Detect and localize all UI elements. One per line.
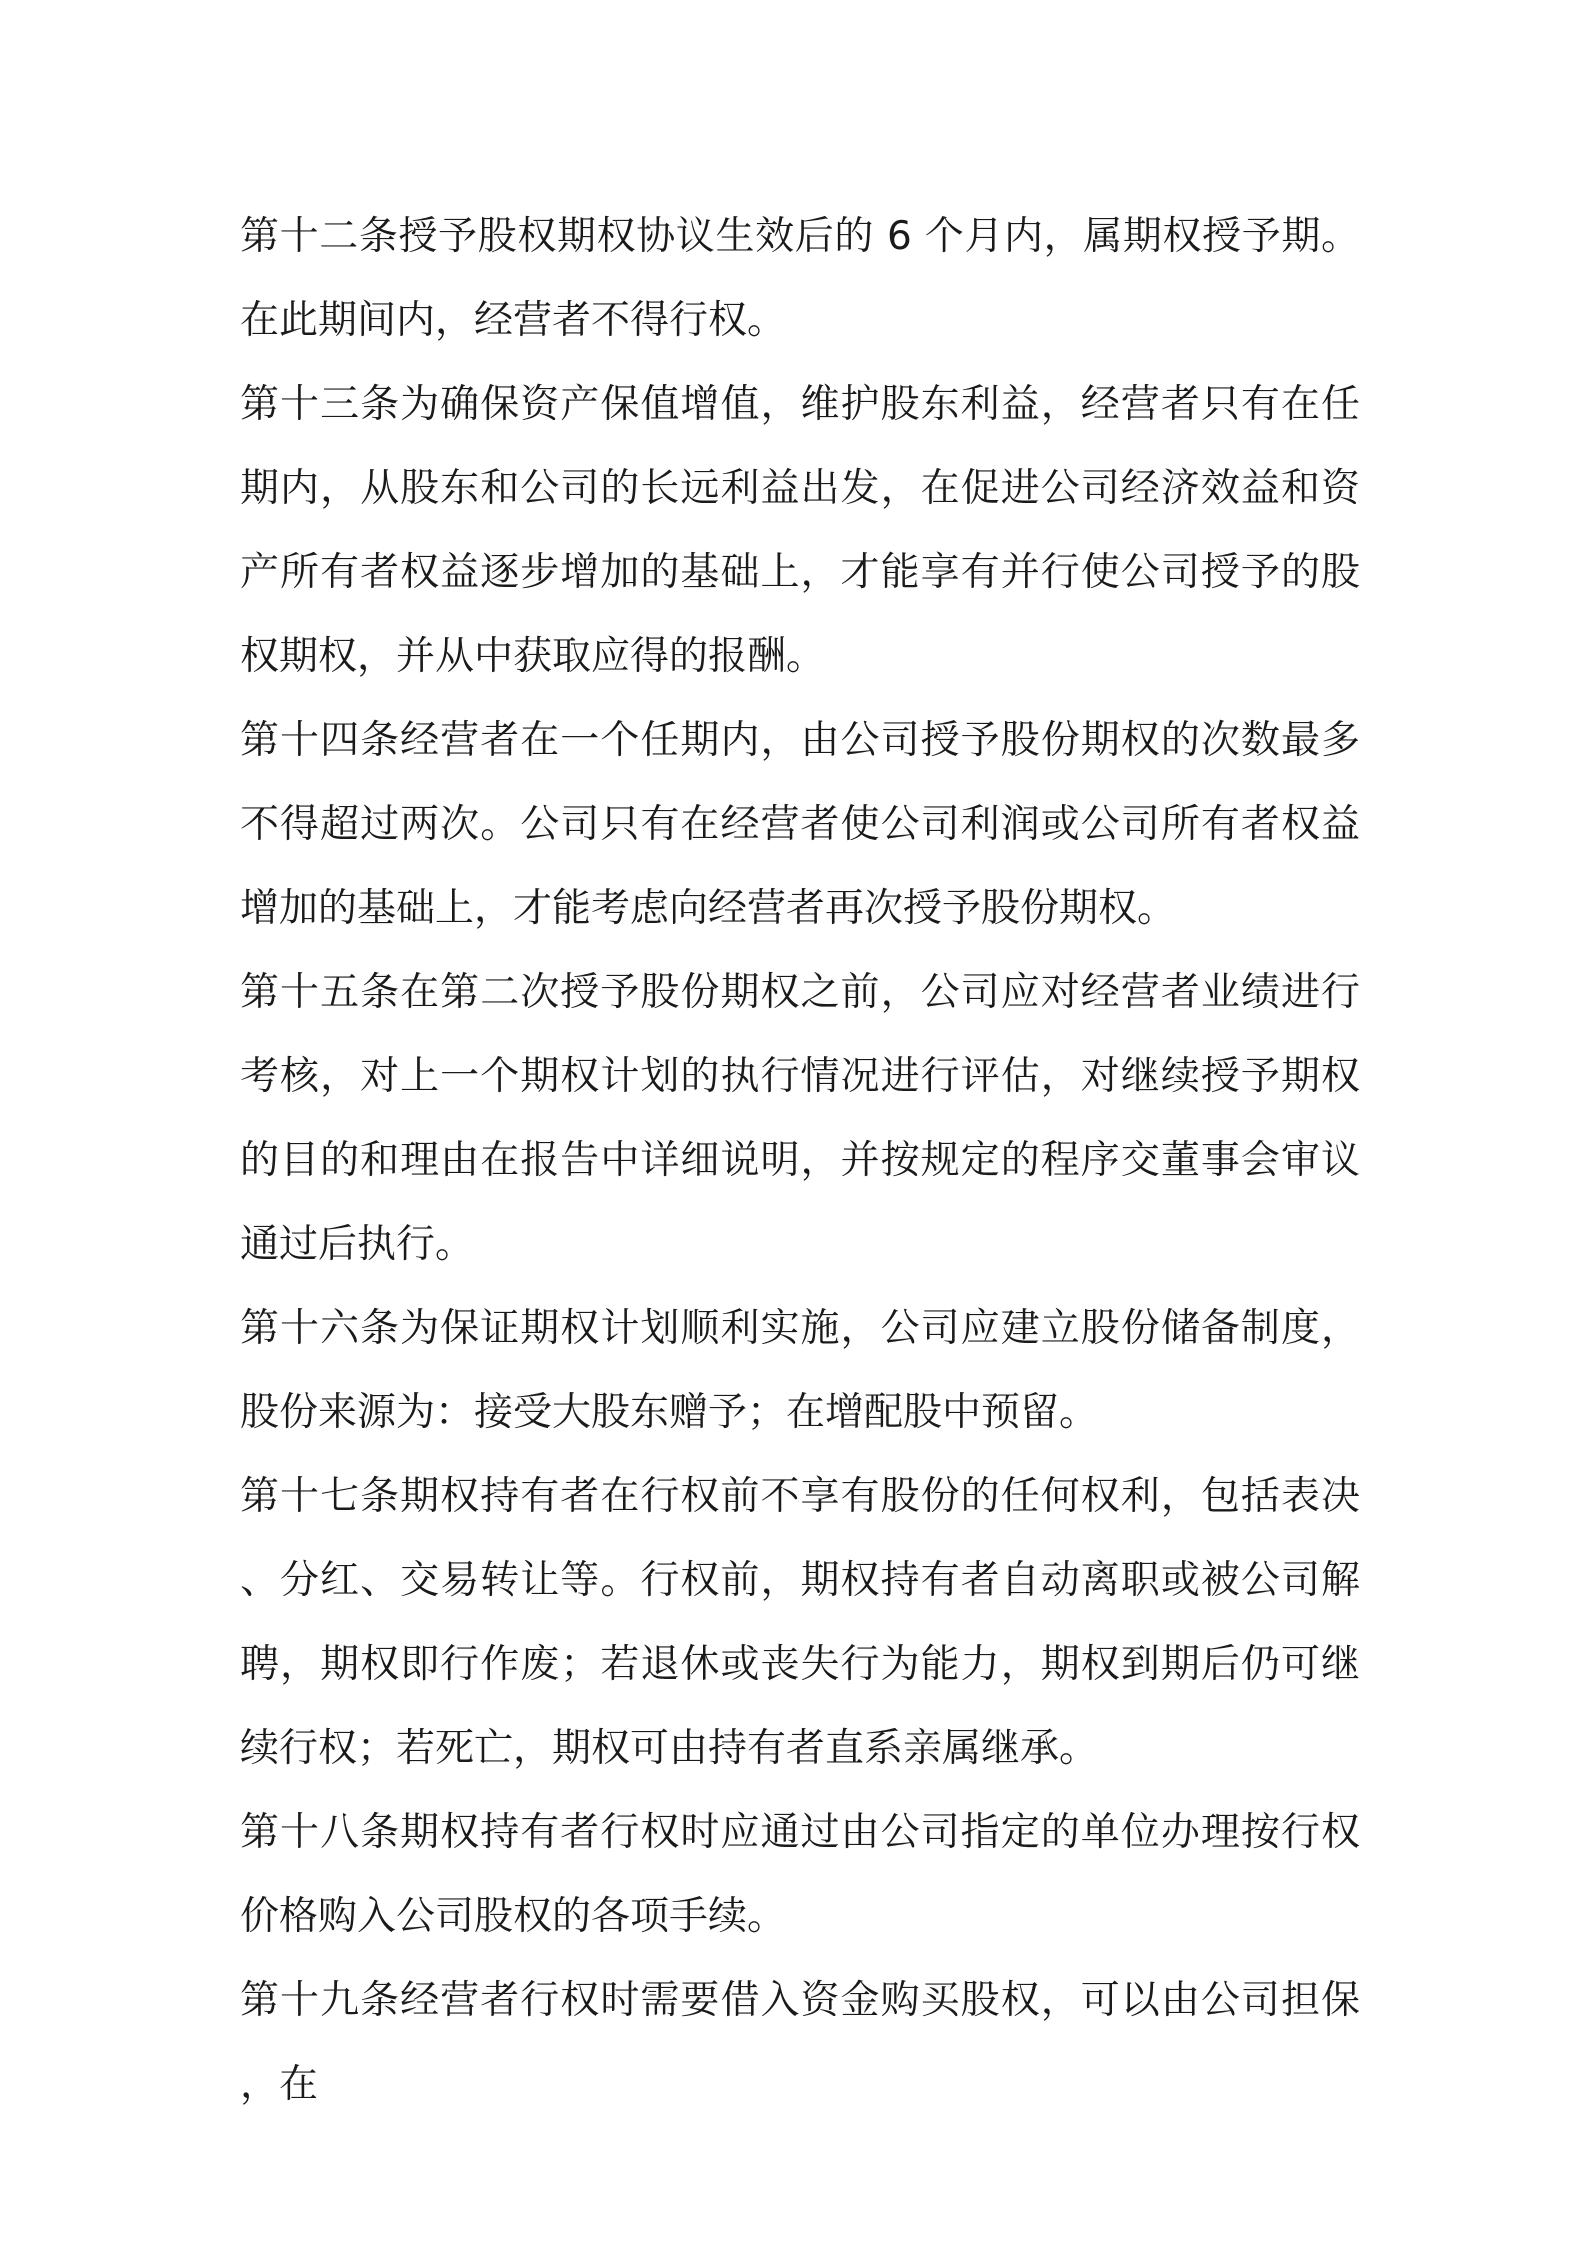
article-18: 第十八条期权持有者行权时应通过由公司指定的单位办理按行权价格购入公司股权的各项手续。 xyxy=(240,1810,1360,1939)
article-13: 第十三条为确保资产保值增值，维护股东利益，经营者只有在任期内，从股东和公司的长远利益出发，在促进公司经济效益和资产所有者权益逐步增加的基础上，才能享有并行使公司授予的股权期权，并从中获取应得的报酬。 xyxy=(240,382,1360,679)
article-15: 第十五条在第二次授予股份期权之前，公司应对经营者业绩进行考核，对上一个期权计划的执行情况进行评估，对继续授予期权的目的和理由在报告中详细说明，并按规定的程序交董事会审议通过后执行。 xyxy=(240,970,1360,1267)
document-body xyxy=(240,195,1360,2127)
article-17: 第十七条期权持有者在行权前不享有股份的任何权利，包括表决、分红、交易转让等。行权前，期权持有者自动离职或被公司解聘，期权即行作废；若退休或丧失行为能力，期权到期后仍可继续行权；若死亡，期权可由持有者直系亲属继承。 xyxy=(240,1474,1360,1771)
article-12: 第十二条授予股权期权协议生效后的 6 个月内，属期权授予期。在此期间内，经营者不得行权。 xyxy=(240,214,1360,343)
article-16: 第十六条为保证期权计划顺利实施，公司应建立股份储备制度，股份来源为：接受大股东赠予；在增配股中预留。 xyxy=(240,1306,1360,1435)
article-19: 第十九条经营者行权时需要借入资金购买股权，可以由公司担保，在 xyxy=(240,1978,1360,2107)
article-14: 第十四条经营者在一个任期内，由公司授予股份期权的次数最多不得超过两次。公司只有在经营者使公司利润或公司所有者权益增加的基础上，才能考虑向经营者再次授予股份期权。 xyxy=(240,718,1360,931)
